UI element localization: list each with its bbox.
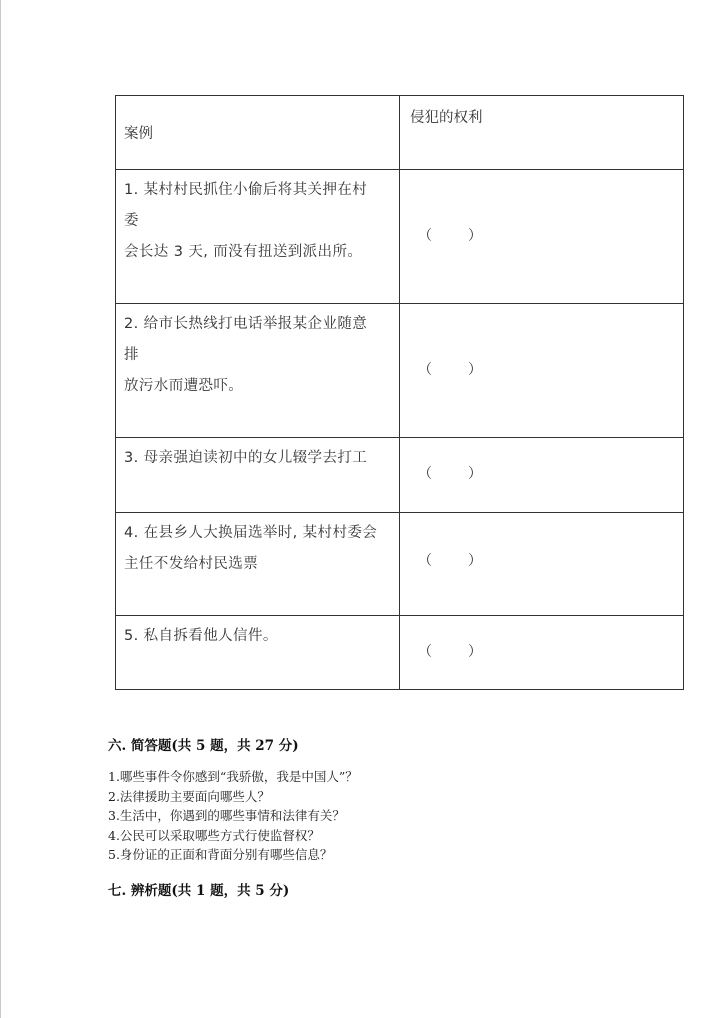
case-cell: [116, 438, 400, 513]
case-line: 4. 在县乡人大换届选举时, 某村村委会: [124, 525, 378, 541]
list-item: 1.哪些事件令你感到“我骄傲，我是中国人”？: [108, 769, 358, 784]
table-header-row: [116, 96, 684, 170]
header-cell-right: [400, 96, 684, 170]
case-line: 会长达 3 天, 而没有扭送到派出所。: [124, 244, 363, 260]
paren-open: （: [418, 466, 432, 482]
case-rights-table: [115, 95, 684, 690]
list-item: 3.生活中，你遇到的哪些事情和法律有关？: [108, 808, 345, 823]
case-line: 主任不发给村民选票: [124, 556, 259, 572]
short-answer-questions: [108, 767, 358, 865]
case-text: [124, 180, 394, 273]
answer-blank[interactable]: [418, 464, 482, 484]
paren-open: （: [418, 362, 432, 378]
table-row: [116, 616, 684, 690]
case-text: [124, 448, 394, 479]
table-row: [116, 438, 684, 513]
paren-close: ）: [468, 228, 482, 244]
case-line: 5. 私自拆看他人信件。: [124, 628, 278, 644]
paren-close: ）: [468, 362, 482, 378]
paren-close: ）: [468, 553, 482, 569]
paren-open: （: [418, 553, 432, 569]
paren-close: ）: [468, 466, 482, 482]
answer-blank[interactable]: [418, 551, 482, 571]
page-edge: [0, 0, 1, 1018]
section-seven-title: 七. 辨析题(共 1 题，共 5 分): [108, 883, 290, 899]
case-text: [124, 314, 394, 407]
header-cell-case: [116, 96, 400, 170]
paren-open: （: [418, 644, 432, 660]
section-six-title: 六. 简答题(共 5 题，共 27 分): [108, 738, 299, 754]
header-case-label: 案例: [124, 126, 153, 142]
table-row: [116, 513, 684, 616]
answer-cell: [400, 170, 684, 304]
case-line: 放污水而遭恐吓。: [124, 378, 244, 394]
case-line: 2. 给市长热线打电话举报某企业随意: [124, 316, 368, 332]
case-line: 委: [124, 213, 139, 229]
answer-blank[interactable]: [418, 642, 482, 662]
list-item: 4.公民可以采取哪些方式行使监督权？: [108, 827, 320, 843]
case-line: 3. 母亲强迫读初中的女儿辍学去打工: [124, 450, 368, 466]
paren-close: ）: [468, 644, 482, 660]
case-line: 排: [124, 347, 139, 363]
table-row: [116, 304, 684, 438]
answer-blank[interactable]: [418, 226, 482, 246]
header-right-label: 侵犯的权利: [410, 110, 483, 126]
case-cell: [116, 513, 400, 616]
paren-open: （: [418, 228, 432, 244]
case-cell: [116, 304, 400, 438]
answer-cell: [400, 513, 684, 616]
case-cell: [116, 616, 400, 690]
case-text: [124, 523, 394, 585]
case-line: 1. 某村村民抓住小偷后将其关押在村: [124, 182, 368, 198]
list-item: 5.身份证的正面和背面分别有哪些信息？: [108, 847, 333, 862]
case-cell: [116, 170, 400, 304]
answer-blank[interactable]: [418, 360, 482, 380]
answer-cell: [400, 304, 684, 438]
list-item: 2.法律援助主要面向哪些人？: [108, 788, 270, 804]
answer-cell: [400, 616, 684, 690]
case-text: [124, 626, 394, 657]
table-row: [116, 170, 684, 304]
answer-cell: [400, 438, 684, 513]
